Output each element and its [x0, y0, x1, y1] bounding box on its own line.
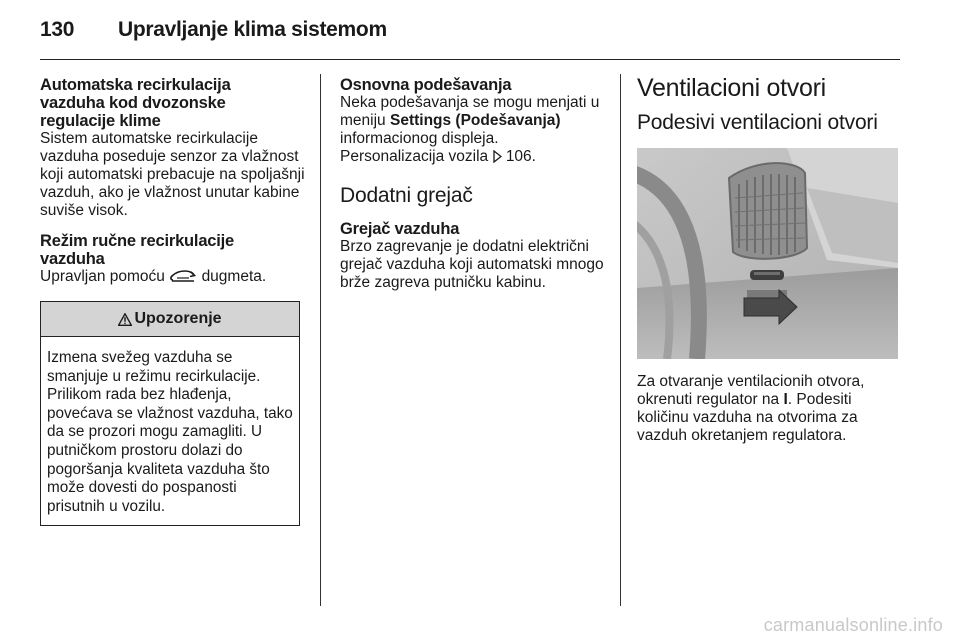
- header-rule: [40, 59, 900, 60]
- air-heater-body: Brzo zagrevanje je dodatni električni grejač vazduha koji automatski mnogo brže zagreva putničku kabinu.: [340, 238, 604, 291]
- page-reference-icon: [493, 150, 502, 168]
- additional-heater-heading: Dodatni grejač: [340, 184, 473, 207]
- basic-settings-title: Osnovna podešavanja: [340, 76, 512, 94]
- section-body-auto-recirculation: Sistem automatske recirkulacije vazduha poseduje senzor za vlažnost koji automatski prebacuje na spoljašnji vazduh, ako je vlažnost unutar kabine suviše visok.: [40, 130, 305, 219]
- warning-header: [41, 302, 299, 337]
- watermark: carmanualsonline.info: [763, 615, 943, 635]
- manual-text-after: dugmeta.: [201, 268, 267, 285]
- vent-caption: [637, 373, 900, 445]
- page-number: 130: [40, 18, 75, 41]
- warning-box: [40, 301, 300, 526]
- column-divider-1: [320, 74, 321, 606]
- basic-settings-text-2: informacionog displeja.: [340, 130, 499, 147]
- air-heater-title: Grejač vazduha: [340, 220, 460, 238]
- warning-text: Izmena svežeg vazduha se smanjuje u režimu recirkulacije. Prilikom rada bez hlađenja, povećava se vlažnost vazduha, tako da se prozori mogu zamagliti. U putničkom prostoru dolazi do pogoršanja kvaliteta vazduha što može dovesti do pospanosti prisutnih u vozilu.: [47, 349, 293, 515]
- reference-page: 106.: [505, 148, 536, 165]
- basic-settings-body: [340, 94, 606, 148]
- warning-title: Upozorenje: [134, 310, 222, 327]
- adjustable-vents-heading: Podesivi ventilacioni otvori: [637, 111, 878, 134]
- column-1: [40, 76, 306, 526]
- caption-text-before: Za otvaranje ventilacionih otvora, okrenuti regulator na: [637, 373, 865, 408]
- regulator-position-label: I: [783, 391, 788, 408]
- section-title-auto-recirculation: Automatska recirkulacija vazduha kod dvozonske regulacije klime: [40, 76, 231, 130]
- section-body-manual-recirculation: [40, 268, 306, 288]
- manual-text-before: Upravljan pomoću: [40, 268, 165, 285]
- column-divider-2: [620, 74, 621, 606]
- warning-triangle-icon: [118, 313, 132, 326]
- page-header: [40, 18, 900, 48]
- reference-text: Personalizacija vozila: [340, 148, 489, 165]
- basic-settings-text-1: Neka podešavanja se mogu menjati u meniju: [340, 94, 600, 129]
- chapter-title: Upravljanje klima sistemom: [118, 18, 387, 41]
- caption-text-after: . Podesiti količinu vazduha na otvorima za vazduh okretanjem regulatora.: [637, 391, 858, 444]
- vent-photo: [637, 148, 898, 359]
- recirculation-icon: [169, 269, 197, 288]
- settings-menu-label: Settings (Podešavanja): [389, 112, 561, 129]
- warning-body: [41, 337, 299, 525]
- column-3: [637, 74, 900, 445]
- section-title-manual-recirculation: Režim ručne recirkulacije vazduha: [40, 232, 235, 268]
- basic-settings-reference[interactable]: [340, 148, 606, 168]
- ventilation-heading: Ventilacioni otvori: [637, 74, 826, 102]
- column-2: [340, 76, 606, 292]
